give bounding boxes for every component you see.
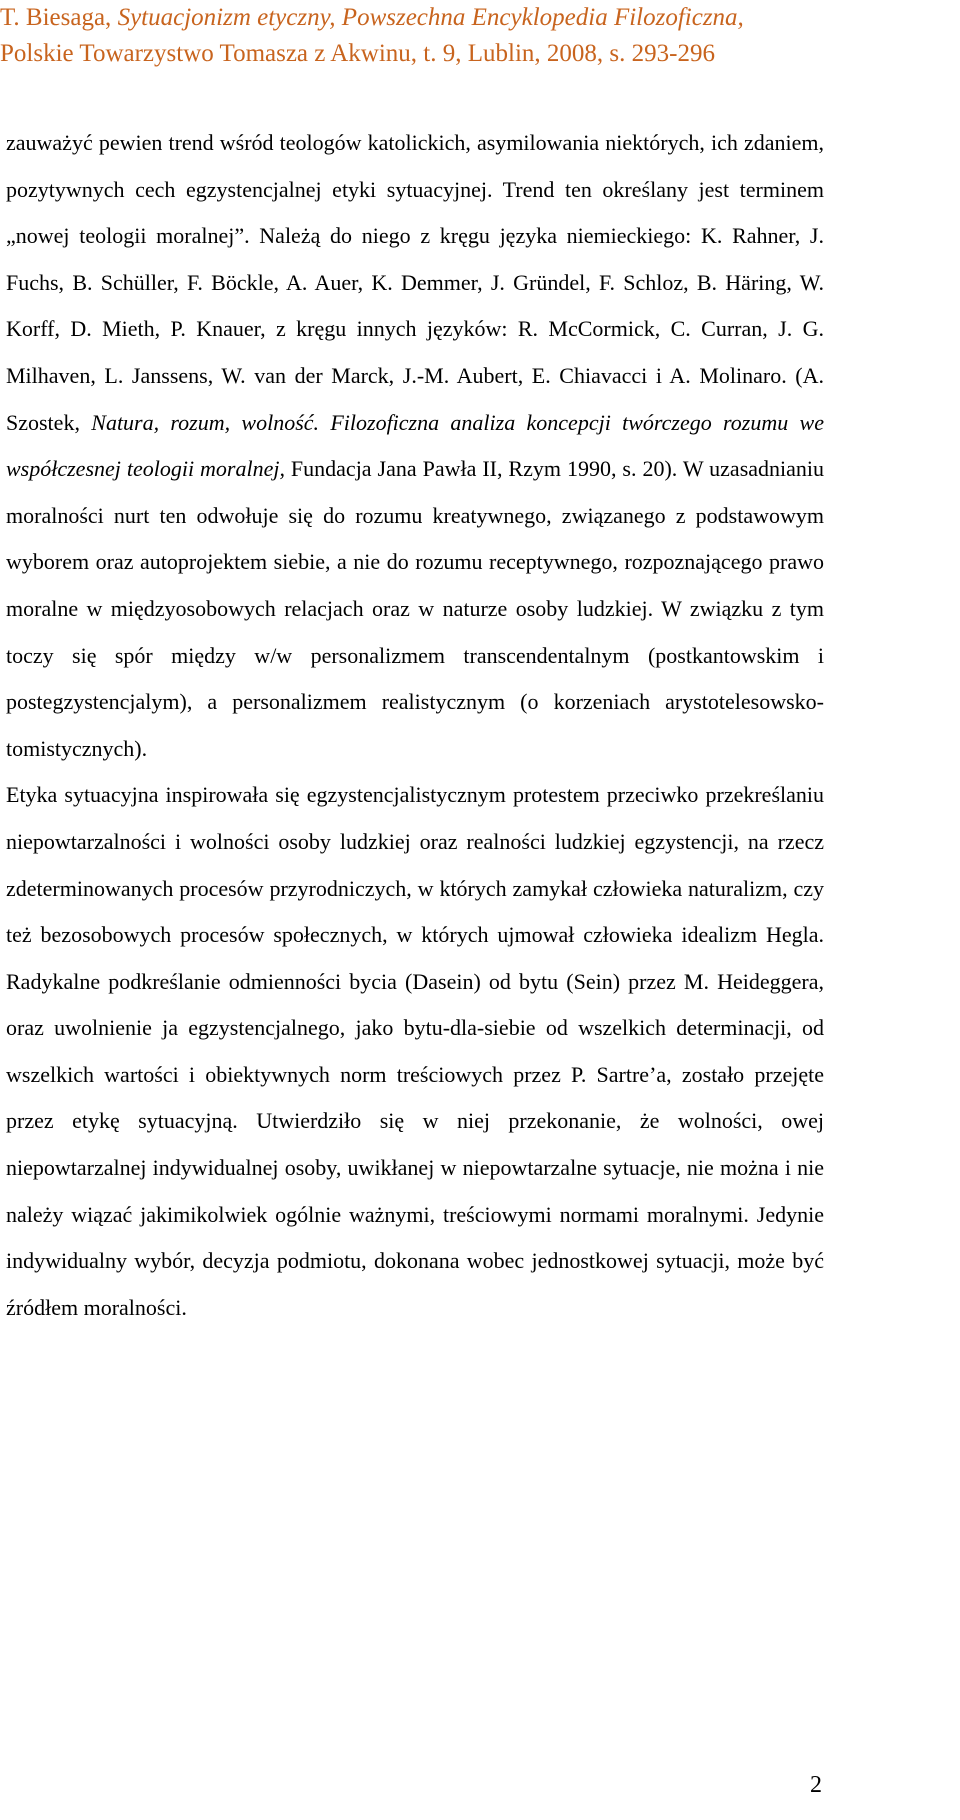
page-number: 2 xyxy=(810,1772,822,1798)
header-title: Sytuacjonizm etyczny, Powszechna Encyklopedia Filozoficzna, xyxy=(117,4,744,31)
header-line-2: Polskie Towarzystwo Tomasza z Akwinu, t. 9, Lublin, 2008, s. 293-296 xyxy=(0,40,715,67)
header-line-1 xyxy=(0,0,960,36)
running-header xyxy=(0,0,960,72)
paragraph-1-part-2: Fundacja Jana Pawła II, Rzym 1990, s. 20). W uzasadnianiu moralności nurt ten odwołuje się do rozumu kreatywnego, związanego z podstawowym wyborem oraz autoprojektem siebie, a nie do rozumu receptywnego, rozpoznającego prawo moralne w międzyosobowych relacjach oraz w naturze osoby ludzkiej. W związku z tym toczy się spór między w/w personalizmem transcendentalnym (postkantowskim i postegzystencjalym), a personalizmem realistycznym (o korzeniach arystotelesowsko-tomistycznych). xyxy=(6,456,825,761)
paragraph-1-part-1: zauważyć pewien trend wśród teologów katolickich, asymilowania niektórych, ich zdaniem, pozytywnych cech egzystencjalnej etyki sytuacyjnej. Trend ten określany jest terminem „nowej teologii moralnej”. Należą do niego z kręgu języka niemieckiego: K. Rahner, J. Fuchs, B. Schüller, F. Böckle, A. Auer, K. Demmer, J. Gründel, F. Schloz, B. Häring, W. Korff, D. Mieth, P. Knauer, z kręgu innych języków: R. McCormick, C. Curran, J. G. Milhaven, L. Janssens, W. van der Marck, J.-M. Aubert, E. Chiavacci i A. Molinaro. (A. Szostek, xyxy=(6,130,824,435)
paragraph-1-italic-citation: Natura, rozum, wolność. Filozoficzna analiza koncepcji twórczego rozumu we współczesnej teologii moralnej, xyxy=(6,409,824,482)
paragraph-2: Etyka sytuacyjna inspirowała się egzystencjalistycznym protestem przeciwko przekreślaniu niepowtarzalności i wolności osoby ludzkiej oraz realności ludzkiej egzystencji, na rzecz zdeterminowanych procesów przyrodniczych, w których zamykał człowieka naturalizm, czy też bezosobowych procesów społecznych, w których ujmował człowieka idealizm Hegla. Radykalne podkreślanie odmienności bycia (Dasein) od bytu (Sein) przez M. Heideggera, oraz uwolnienie ja egzystencjalnego, jako bytu-dla-siebie od wszelkich determinacji, od wszelkich wartości i obiektywnych norm treściowych przez P. Sartre’a, zostało przejęte przez etykę sytuacyjną. Utwierdziło się w niej przekonanie, że wolności, owej niepowtarzalnej indywidualnej osoby, uwikłanej w niepowtarzalne sytuacje, nie można i nie należy wiązać jakimikolwiek ogólnie ważnymi, treściowymi normami moralnymi. Jedynie indywidualny wybór, decyzja podmiotu, dokonana wobec jednostkowej sytuacji, może być źródłem moralności. xyxy=(6,782,824,1320)
header-author: T. Biesaga, xyxy=(0,4,118,31)
body-text xyxy=(6,120,824,1331)
paragraph-1 xyxy=(6,120,824,772)
